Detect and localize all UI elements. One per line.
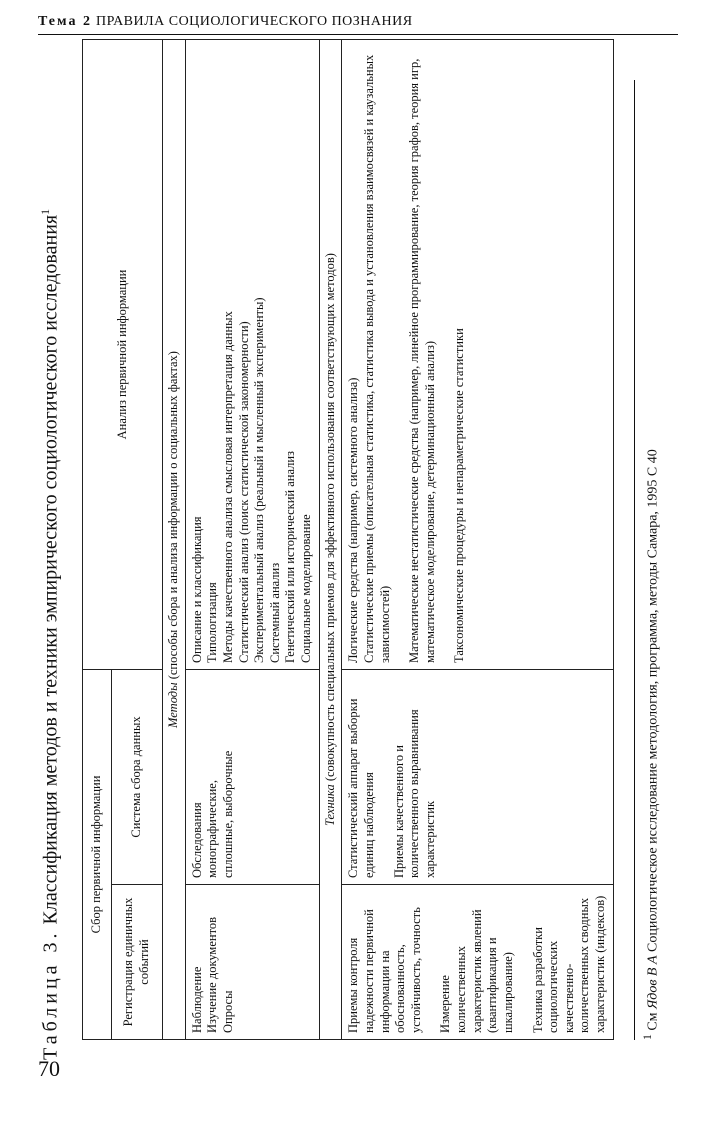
list-item: Социальное моделирование <box>299 514 313 663</box>
header-row-1 <box>83 39 112 1039</box>
header-title: ПРАВИЛА СОЦИОЛОГИЧЕСКОГО ПОЗНАНИЯ <box>95 14 413 29</box>
technique-desc: (совокупность специальных приемов для эффективного использования соответствующих методов) <box>322 253 337 782</box>
technique-registration-cell <box>342 885 613 1040</box>
list-item: Статистический аппарат выборки единиц наблюдения <box>346 698 376 878</box>
head-registration: Регистрация единичных событий <box>112 885 163 1040</box>
list-item: Приемы качественного и количественного выравнивания характеристик <box>391 709 437 878</box>
list-item: Математические нестатистические средства (например, линейное программирование, теория графов, теория игр, математическое моделирование, детерминационный анализ) <box>407 58 437 663</box>
list-item: Статистический анализ (поиск статистической закономерности) <box>236 321 251 663</box>
methods-analysis-cell <box>185 39 319 669</box>
technique-system-cell <box>342 669 613 884</box>
list-item: сплошные, выборочные <box>220 750 235 878</box>
list-item: Приемы контроля надежности первичной информации на обоснованность, устойчивость, точность <box>346 907 423 1033</box>
methods-label: Методы <box>166 682 180 728</box>
list-item: Измерение количественных характеристик явлений (квантификация и шкалирование) <box>438 909 515 1033</box>
footnote-author: Ядов В А <box>645 955 661 1009</box>
head-system: Система сбора данных <box>112 669 163 884</box>
list-item: монографические, <box>205 780 220 878</box>
list-item: Обследования <box>189 802 204 878</box>
list-item: Описание и классификация <box>189 516 204 663</box>
technique-band-cell <box>319 39 342 1039</box>
list-item: Изучение документов <box>205 916 220 1033</box>
list-item: Опросы <box>220 990 235 1033</box>
list-item: Методы качественного анализа смысловая интерпретация данных <box>220 311 235 663</box>
footnote-text: Социологическое исследование методология, программа, методы Самара, 1995 С 40 <box>645 449 661 952</box>
technique-band <box>319 39 342 1039</box>
footnote-number: 1 <box>641 1034 654 1040</box>
footnote-see: См <box>645 1012 661 1031</box>
list-item: Техника разработки социологических качественно-количественных сводных характеристик (индексов) <box>530 895 607 1033</box>
list-item: Системный анализ <box>267 562 282 663</box>
technique-label: Техника <box>322 784 337 826</box>
list-item: Типологизация <box>205 582 220 663</box>
rotated-table-page <box>38 40 678 1060</box>
methods-row <box>185 39 319 1039</box>
page-number: 70 <box>38 1056 60 1081</box>
methods-system-cell <box>185 669 319 884</box>
running-header <box>38 14 678 35</box>
methods-registration-cell <box>185 885 319 1040</box>
head-analysis: Анализ первичной информации <box>83 39 163 669</box>
table-caption: Классификация методов и техники эмпирического социологического исследования <box>39 214 62 925</box>
list-item: Генетический или исторический анализ <box>283 451 298 663</box>
head-collection: Сбор первичной информации <box>83 669 112 1039</box>
footnote <box>634 80 662 1040</box>
list-item: Статистические приемы (описательная статистика, статистика вывода и установления взаимосвязей и каузальных зависимостей) <box>361 54 392 663</box>
methods-band-cell <box>163 39 186 1039</box>
list-item: Наблюдение <box>189 966 204 1033</box>
list-item: Таксономические процедуры и непараметрические статистики <box>452 328 467 663</box>
table-title <box>38 40 78 1060</box>
technique-row <box>342 39 613 1039</box>
technique-analysis-cell <box>342 39 613 669</box>
methods-band <box>163 39 186 1039</box>
footnote-mark: 1 <box>38 208 52 215</box>
header-topic: Тема 2 <box>38 14 92 29</box>
list-item: Экспериментальный анализ (реальный и мысленный эксперименты) <box>252 297 267 663</box>
methods-desc: (способы сбора и анализа информации о социальных фактах) <box>166 351 180 680</box>
list-item: Логические средства (например, системного анализа) <box>346 377 361 663</box>
table-label: Таблица 3. <box>39 929 62 1060</box>
classification-table <box>82 39 614 1040</box>
